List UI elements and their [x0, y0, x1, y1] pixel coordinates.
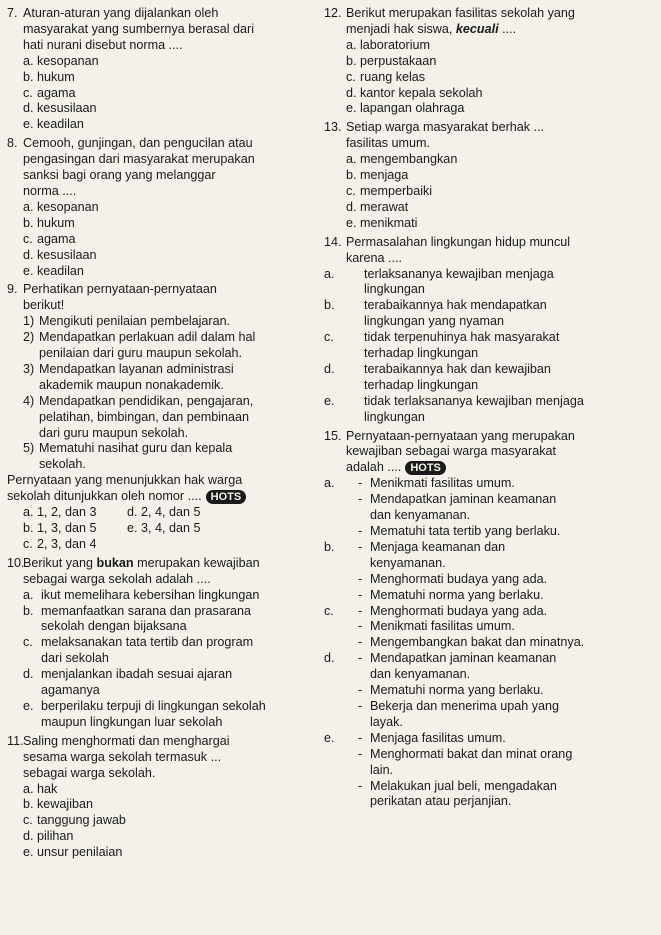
question-stem	[324, 235, 656, 267]
stem-line: masyarakat yang sumbernya berasal dari	[23, 21, 254, 36]
option-letter: e.	[346, 215, 357, 230]
option-text	[346, 731, 656, 811]
emphasis-bukan: bukan	[96, 555, 134, 570]
stem-line: Berikut merupakan fasilitas sekolah yang	[346, 6, 575, 20]
option-letter: b.	[324, 298, 335, 313]
option-letter: c.	[23, 536, 33, 551]
bullet-line: Mendapatkan jaminan keamanan	[370, 651, 557, 666]
answer-option	[324, 38, 656, 54]
option-text: kesusilaan	[37, 101, 97, 116]
option-text: tanggung jawab	[37, 813, 126, 828]
stem-line: Saling menghormati dan menghargai	[23, 733, 230, 748]
bullet-item	[358, 476, 656, 492]
answer-row	[23, 505, 307, 521]
option-line: terabaikannya hak mendapatkan	[364, 298, 547, 313]
option-text: 2, 3, dan 4	[37, 536, 97, 551]
bullet-item	[358, 492, 656, 524]
option-text: 3, 4, dan 5	[141, 521, 201, 535]
stem-line: fasilitas umum.	[346, 136, 430, 151]
statement-item	[23, 362, 307, 394]
option-text: ruang kelas	[360, 69, 426, 84]
option-text	[23, 667, 307, 699]
answer-option	[324, 70, 656, 86]
left-column	[7, 6, 307, 862]
option-letter: d.	[23, 101, 34, 116]
option-line: sekolah dengan bijaksana	[41, 619, 187, 634]
question-stem	[324, 6, 656, 38]
option-letter: a.	[23, 587, 34, 602]
statement-number: 4)	[23, 393, 35, 408]
dash-bullet: -	[358, 730, 363, 745]
answer-grid	[7, 505, 307, 553]
question-7	[7, 6, 307, 133]
answer-option	[7, 604, 307, 636]
option-letter: b.	[346, 53, 357, 68]
option-letter: b.	[23, 797, 34, 812]
option-letter: e.	[324, 393, 335, 408]
emphasis-kecuali: kecuali	[455, 21, 499, 36]
statement-line: dari guru maupun sekolah.	[39, 425, 189, 440]
option-line: melaksanakan tata tertib dan program	[41, 635, 254, 650]
question-number: 14.	[324, 234, 342, 249]
stem-line: Permasalahan lingkungan hidup muncul	[346, 234, 571, 249]
option-letter: b.	[23, 521, 34, 535]
question-number: 13.	[324, 120, 342, 135]
statement-line: penilaian dari guru maupun sekolah.	[39, 346, 243, 361]
option-line: tidak terpenuhinya hak masyarakat	[364, 330, 560, 345]
option-letter: c.	[23, 635, 33, 650]
bullet-item	[358, 747, 656, 779]
question-13	[324, 120, 656, 231]
bullet-line: Mematuhi norma yang berlaku.	[370, 587, 544, 602]
option-text: kesusilaan	[37, 247, 97, 262]
option-text: 2, 4, dan 5	[141, 505, 201, 520]
answer-option	[7, 635, 307, 667]
stem-text: Berikut yang	[23, 555, 97, 570]
question-number: 10.	[7, 555, 25, 570]
answer-option	[7, 813, 307, 829]
option-text	[346, 267, 656, 299]
option-text: menjaga	[360, 168, 409, 183]
option-line: berperilaku terpuji di lingkungan sekolah	[41, 698, 266, 713]
option-line: terhadap lingkungan	[364, 377, 479, 392]
option-letter: e.	[23, 698, 34, 713]
answer-option	[324, 476, 656, 540]
option-text	[346, 298, 656, 330]
option-letter: b.	[346, 168, 357, 183]
bullet-line: dan kenyamanan.	[370, 667, 471, 682]
answer-option	[7, 782, 307, 798]
bullet-line: Mengembangkan bakat dan minatnya.	[370, 635, 585, 650]
answer-option	[324, 54, 656, 70]
stem-line: sekolah ditunjukkan oleh nomor .... HOTS	[7, 489, 307, 505]
option-letter: d.	[127, 505, 138, 520]
stem-line: hati nurani disebut norma ....	[23, 37, 183, 52]
bullet-item	[358, 779, 656, 811]
answer-option	[324, 86, 656, 102]
option-text: lapangan olahraga	[360, 101, 465, 116]
question-number: 7.	[7, 6, 18, 20]
answer-option	[324, 298, 656, 330]
statement-line: Mendapatkan layanan administrasi	[39, 361, 234, 376]
option-text: merawat	[360, 199, 409, 214]
option-letter: d.	[324, 361, 335, 376]
option-letter: a.	[346, 152, 357, 167]
option-text: hukum	[37, 69, 75, 84]
option-letter: d.	[346, 199, 357, 214]
question-15	[324, 429, 656, 811]
option-text	[346, 476, 656, 540]
dash-bullet: -	[358, 587, 363, 602]
statement-line: akademik maupun nonakademik.	[39, 377, 224, 392]
answer-option	[324, 394, 656, 426]
statement-item	[23, 330, 307, 362]
bullet-line: Menghormati bakat dan minat orang	[370, 746, 573, 761]
option-letter	[127, 537, 141, 553]
answer-option	[7, 70, 307, 86]
option-text: keadilan	[37, 263, 84, 278]
answer-option	[7, 101, 307, 117]
hots-badge: HOTS	[206, 490, 247, 504]
option-line: maupun lingkungan luar sekolah	[41, 714, 223, 729]
stem-line: Pernyataan-pernyataan yang merupakan	[346, 428, 575, 443]
answer-option	[7, 667, 307, 699]
option-letter: d.	[346, 85, 357, 100]
option-text	[346, 362, 656, 394]
answer-option	[7, 797, 307, 813]
option-text: kesopanan	[37, 199, 99, 214]
dash-bullet: -	[358, 635, 363, 650]
question-stem	[7, 282, 307, 314]
answer-option	[324, 604, 656, 652]
option-text	[346, 540, 656, 604]
bullet-item	[358, 572, 656, 588]
dash-bullet: -	[358, 746, 363, 761]
stem-line: Aturan-aturan yang dijalankan oleh	[23, 6, 219, 20]
answer-option	[324, 362, 656, 394]
dash-bullet: -	[358, 571, 363, 586]
option-letter: c.	[346, 69, 356, 84]
answer-row	[23, 537, 307, 553]
answer-option	[324, 731, 656, 811]
option-text: kesopanan	[37, 53, 99, 68]
stem-line: adalah .... HOTS	[346, 460, 656, 476]
answer-option	[324, 216, 656, 232]
answer-option	[324, 330, 656, 362]
option-line: lingkungan	[364, 409, 425, 424]
question-11	[7, 734, 307, 861]
option-letter: d.	[23, 667, 34, 682]
dash-bullet: -	[358, 651, 363, 666]
answer-option	[7, 829, 307, 845]
option-text	[346, 394, 656, 426]
bullet-line: Menjaga keamanan dan	[370, 539, 506, 554]
stem-text: merupakan kewajiban	[133, 555, 260, 570]
bullet-item	[358, 604, 656, 620]
dash-bullet: -	[358, 492, 363, 507]
answer-option	[324, 651, 656, 731]
statement-line: sekolah.	[39, 457, 86, 472]
dash-bullet: -	[358, 476, 363, 491]
question-stem	[324, 429, 656, 477]
question-number: 11.	[7, 733, 24, 748]
stem-line: Pernyataan yang menunjukkan hak warga	[7, 473, 243, 488]
option-letter: e.	[23, 845, 34, 860]
answer-option	[324, 168, 656, 184]
stem-line: Cemooh, gunjingan, dan pengucilan atau	[23, 136, 253, 151]
bullet-line: Menikmati fasilitas umum.	[370, 476, 515, 491]
option-text	[346, 651, 656, 731]
option-text: mengembangkan	[360, 152, 458, 167]
dash-bullet: -	[358, 619, 363, 634]
option-text: memperbaiki	[360, 183, 433, 198]
dash-bullet: -	[358, 683, 363, 698]
option-letter: b.	[23, 215, 34, 230]
option-text	[23, 699, 307, 731]
option-text: laboratorium	[360, 37, 430, 52]
statement-line: Mengikuti penilaian pembelajaran.	[39, 314, 231, 329]
option-line: terhadap lingkungan	[364, 346, 479, 361]
option-letter: a.	[23, 505, 34, 520]
option-text	[346, 330, 656, 362]
question-stem	[7, 136, 307, 200]
question-stem	[7, 556, 307, 588]
answer-option	[7, 264, 307, 280]
question-stem-2	[7, 473, 307, 505]
stem-line: sanksi bagi orang yang melanggar	[23, 168, 216, 183]
answer-option	[324, 152, 656, 168]
answer-option	[324, 184, 656, 200]
option-text: kantor kepala sekolah	[360, 85, 483, 100]
stem-line: Perhatikan pernyataan-pernyataan	[23, 282, 217, 297]
bullet-item	[358, 524, 656, 540]
option-line: terlaksananya kewajiban menjaga	[364, 266, 554, 281]
statement-line: Mematuhi nasihat guru dan kepala	[39, 441, 233, 456]
option-line: dari sekolah	[41, 651, 109, 666]
question-stem	[7, 6, 307, 54]
question-number: 9.	[7, 282, 18, 297]
option-letter: e.	[23, 117, 34, 132]
statement-line: pelatihan, bimbingan, dan pembinaan	[39, 409, 250, 424]
answer-option	[324, 200, 656, 216]
bullet-item	[358, 619, 656, 635]
answer-option	[7, 216, 307, 232]
stem-line: sebagai warga sekolah.	[23, 765, 156, 780]
bullet-line: kenyamanan.	[370, 555, 446, 570]
hots-badge: HOTS	[405, 461, 446, 475]
answer-option	[324, 540, 656, 604]
option-letter: c.	[23, 231, 33, 246]
question-14	[324, 235, 656, 426]
question-number: 12.	[324, 6, 342, 20]
bullet-line: Mematuhi norma yang berlaku.	[370, 683, 544, 698]
option-letter: b.	[23, 69, 34, 84]
option-text: pilihan	[37, 829, 74, 844]
option-text: kewajiban	[37, 797, 94, 812]
option-letter: d.	[23, 247, 34, 262]
option-letter: c.	[23, 813, 33, 828]
answer-option	[7, 588, 307, 604]
option-letter: d.	[324, 651, 335, 666]
stem-line: Setiap warga masyarakat berhak ...	[346, 120, 545, 135]
option-text	[23, 635, 307, 667]
option-text	[23, 588, 307, 604]
option-line: memanfaatkan sarana dan prasarana	[41, 603, 252, 618]
dash-bullet: -	[358, 698, 363, 713]
option-letter: a.	[23, 53, 34, 68]
answer-option	[7, 54, 307, 70]
option-text: keadilan	[37, 117, 84, 132]
bullet-line: Menghormati budaya yang ada.	[370, 571, 548, 586]
bullet-line: Mematuhi tata tertib yang berlaku.	[370, 524, 561, 538]
option-letter: b.	[324, 539, 335, 554]
option-line: lingkungan yang nyaman	[364, 314, 505, 329]
option-line: agamanya	[41, 683, 100, 698]
bullet-item	[358, 731, 656, 747]
option-line: tidak terlaksananya kewajiban menjaga	[364, 393, 584, 408]
answer-option	[7, 248, 307, 264]
statement-number: 1)	[23, 314, 35, 329]
bullet-item	[358, 540, 656, 572]
stem-line	[23, 556, 307, 572]
statement-item	[23, 314, 307, 330]
option-text	[346, 604, 656, 652]
statement-number: 5)	[23, 441, 35, 456]
stem-line: pengasingan dari masyarakat merupakan	[23, 152, 255, 167]
bullet-line: dan kenyamanan.	[370, 508, 471, 523]
bullet-line: lain.	[370, 762, 394, 777]
question-9	[7, 282, 307, 552]
dash-bullet: -	[358, 778, 363, 793]
option-text: agama	[37, 231, 76, 246]
option-letter: a.	[346, 37, 357, 52]
option-text	[141, 537, 281, 553]
statement-item	[23, 394, 307, 442]
statement-line: Mendapatkan perlakuan adil dalam hal	[39, 330, 256, 345]
option-text: menikmati	[360, 215, 418, 230]
option-letter: e.	[346, 101, 357, 116]
stem-line: sesama warga sekolah termasuk ...	[23, 749, 222, 764]
answer-option	[7, 200, 307, 216]
answer-option	[7, 117, 307, 133]
stem-line: sebagai warga sekolah adalah ....	[23, 571, 211, 586]
stem-line: kewajiban sebagai warga masyarakat	[346, 444, 557, 459]
option-text: 1, 3, dan 5	[37, 521, 97, 535]
answer-option	[7, 845, 307, 861]
option-text: hak	[37, 781, 58, 796]
question-stem	[324, 120, 656, 152]
stem-line	[346, 22, 656, 38]
stem-line: berikut!	[23, 298, 65, 313]
option-letter: e.	[324, 730, 335, 745]
option-letter: c.	[346, 183, 356, 198]
option-text: 1, 2, dan 3	[37, 505, 97, 520]
option-letter: a.	[324, 476, 335, 491]
option-line: menjalankan ibadah sesuai ajaran	[41, 667, 233, 682]
dash-bullet: -	[358, 524, 363, 538]
question-8	[7, 136, 307, 279]
bullet-item	[358, 635, 656, 651]
option-line: ikut memelihara kebersihan lingkungan	[41, 587, 260, 602]
stem-line: karena ....	[346, 250, 403, 265]
answer-option	[7, 232, 307, 248]
option-letter: c.	[23, 85, 33, 100]
question-stem	[7, 734, 307, 782]
bullet-line: Menikmati fasilitas umum.	[370, 619, 515, 634]
option-text: hukum	[37, 215, 75, 230]
statement-item	[23, 441, 307, 473]
question-number: 8.	[7, 136, 18, 151]
bullet-line: Mendapatkan jaminan keamanan	[370, 492, 557, 507]
statement-number: 3)	[23, 361, 35, 376]
bullet-item	[358, 588, 656, 604]
stem-line: norma ....	[23, 183, 77, 198]
question-10	[7, 556, 307, 731]
bullet-item	[358, 683, 656, 699]
dash-bullet: -	[358, 539, 363, 554]
bullet-line: perikatan atau perjanjian.	[370, 794, 512, 809]
option-letter: a.	[23, 781, 34, 796]
dash-bullet: -	[358, 603, 363, 618]
answer-option	[324, 101, 656, 117]
stem-text: ....	[498, 21, 517, 36]
option-line: lingkungan	[364, 282, 425, 297]
answer-option	[324, 267, 656, 299]
option-text	[23, 604, 307, 636]
option-letter: b.	[23, 603, 34, 618]
bullet-line: Menghormati budaya yang ada.	[370, 603, 548, 618]
statement-line: Mendapatkan pendidikan, pengajaran,	[39, 393, 254, 408]
question-number: 15.	[324, 428, 342, 443]
right-column	[324, 6, 656, 811]
option-letter: e.	[127, 521, 138, 535]
option-letter: c.	[324, 603, 334, 618]
option-letter: d.	[23, 829, 34, 844]
bullet-line: Melakukan jual beli, mengadakan	[370, 778, 557, 793]
stem-text: menjadi hak siswa,	[346, 21, 456, 36]
bullet-line: Menjaga fasilitas umum.	[370, 730, 506, 745]
statement-number: 2)	[23, 330, 35, 345]
question-12	[324, 6, 656, 117]
statement-list	[7, 314, 307, 473]
option-text: unsur penilaian	[37, 845, 123, 860]
answer-option	[7, 699, 307, 731]
option-text: perpustakaan	[360, 53, 437, 68]
option-letter: c.	[324, 330, 334, 345]
option-letter: a.	[23, 199, 34, 214]
bullet-item	[358, 651, 656, 683]
option-letter: a.	[324, 266, 335, 281]
option-letter: e.	[23, 263, 34, 278]
option-line: terabaikannya hak dan kewajiban	[364, 361, 551, 376]
answer-option	[7, 86, 307, 102]
bullet-line: layak.	[370, 714, 403, 729]
answer-row	[23, 521, 307, 537]
bullet-line: Bekerja dan menerima upah yang	[370, 698, 560, 713]
bullet-item	[358, 699, 656, 731]
option-text: agama	[37, 85, 76, 100]
